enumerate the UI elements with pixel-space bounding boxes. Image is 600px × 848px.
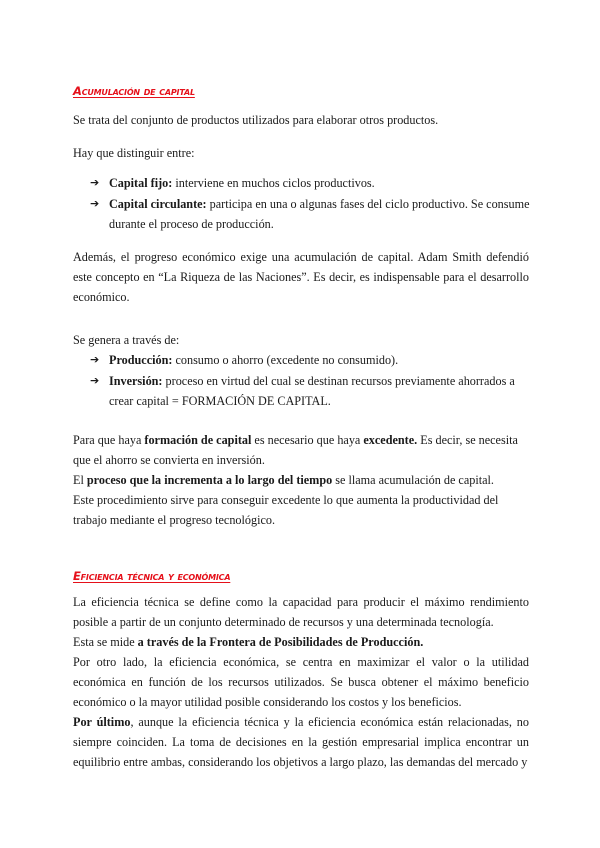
paragraph-distinguish: Hay que distinguir entre: <box>73 146 195 160</box>
text-run: se llama acumulación de capital. <box>332 473 494 487</box>
bullet-fixed-capital <box>90 173 530 193</box>
text-run: Para que haya <box>73 433 145 447</box>
arrow-right-icon: ➔ <box>90 197 100 210</box>
technical-efficiency-text: La eficiencia técnica se define como la capacidad para producir el máximo rendimiento posible a partir de un conjunto determinado de recursos y una determinada tecnología. <box>73 595 529 629</box>
bullet-description: consumo o ahorro (excedente no consumido). <box>172 353 399 367</box>
finally-sentence <box>73 712 529 772</box>
arrow-right-icon: ➔ <box>90 374 100 387</box>
procedure-sentence: Este procedimiento sirve para conseguir excedente lo que aumenta la productividad del trabajo mediante el progreso tecnológico. <box>73 493 499 527</box>
bullet-text <box>109 371 530 411</box>
paragraph-efficiency <box>73 592 529 772</box>
text-run: , aunque la eficiencia técnica y la eficiencia económica están relacionadas, no siempre coinciden. La toma de decisiones en la gestión empresarial implica encontrar un equilibrio entre ambas, considerando los objetivos a largo plazo, las demandas del mercado y <box>73 715 529 769</box>
heading-capital-accumulation: Acumulación de capital <box>73 84 195 98</box>
formation-sentence <box>73 430 529 470</box>
bullet-text <box>109 173 530 193</box>
paragraph-capital-formation <box>73 430 529 530</box>
bullet-term: Inversión: <box>109 374 163 388</box>
bold-run: a través de la Frontera de Posibilidades de Producción. <box>137 635 424 649</box>
bold-run: excedente. <box>363 433 418 447</box>
text-run: El <box>73 473 87 487</box>
bullet-term: Capital circulante: <box>109 197 207 211</box>
text-run: es necesario que haya <box>251 433 364 447</box>
bullet-investment <box>90 371 530 411</box>
process-sentence <box>73 470 529 490</box>
measured-sentence <box>73 632 529 652</box>
economic-efficiency-text: Por otro lado, la eficiencia económica, se centra en maximizar el valor o la utilidad económica en función de los recursos utilizados. Se busca obtener el máximo beneficio económico o la mayor utilidad posible considerando los costos y los beneficios. <box>73 655 529 709</box>
bullet-text <box>109 194 530 234</box>
bullet-circulating-capital <box>90 194 530 234</box>
bullet-description: participa en una o algunas fases del ciclo productivo. Se consume durante el proceso de producción. <box>109 197 530 231</box>
bold-run: formación de capital <box>144 433 252 447</box>
heading-efficiency: Eficiencia técnica y económica <box>73 569 231 583</box>
paragraph-adam-smith: Además, el progreso económico exige una acumulación de capital. Adam Smith defendió este concepto en “La Riqueza de las Naciones”. Es decir, es indispensable para el desarrollo económico. <box>73 250 529 304</box>
bullet-text <box>109 350 530 370</box>
text-run: Esta se mide <box>73 635 138 649</box>
bold-run: proceso que la incrementa a lo largo del tiempo <box>86 473 333 487</box>
bold-run: Por último <box>73 715 131 729</box>
paragraph-generated-through: Se genera a través de: <box>73 333 180 347</box>
bullet-description: interviene en muchos ciclos productivos. <box>172 176 375 190</box>
text-run: Es decir, se necesita que el ahorro se convierta en inversión. <box>73 433 518 467</box>
bullet-term: Capital fijo: <box>109 176 173 190</box>
bullet-production <box>90 350 530 370</box>
arrow-right-icon: ➔ <box>90 176 100 189</box>
bullet-description: proceso en virtud del cual se destinan recursos previamente ahorrados a crear capital = FORMACIÓN DE CAPITAL. <box>109 374 515 408</box>
paragraph-capital-intro: Se trata del conjunto de productos utilizados para elaborar otros productos. <box>73 113 439 127</box>
bullet-term: Producción: <box>109 353 173 367</box>
arrow-right-icon: ➔ <box>90 353 100 366</box>
